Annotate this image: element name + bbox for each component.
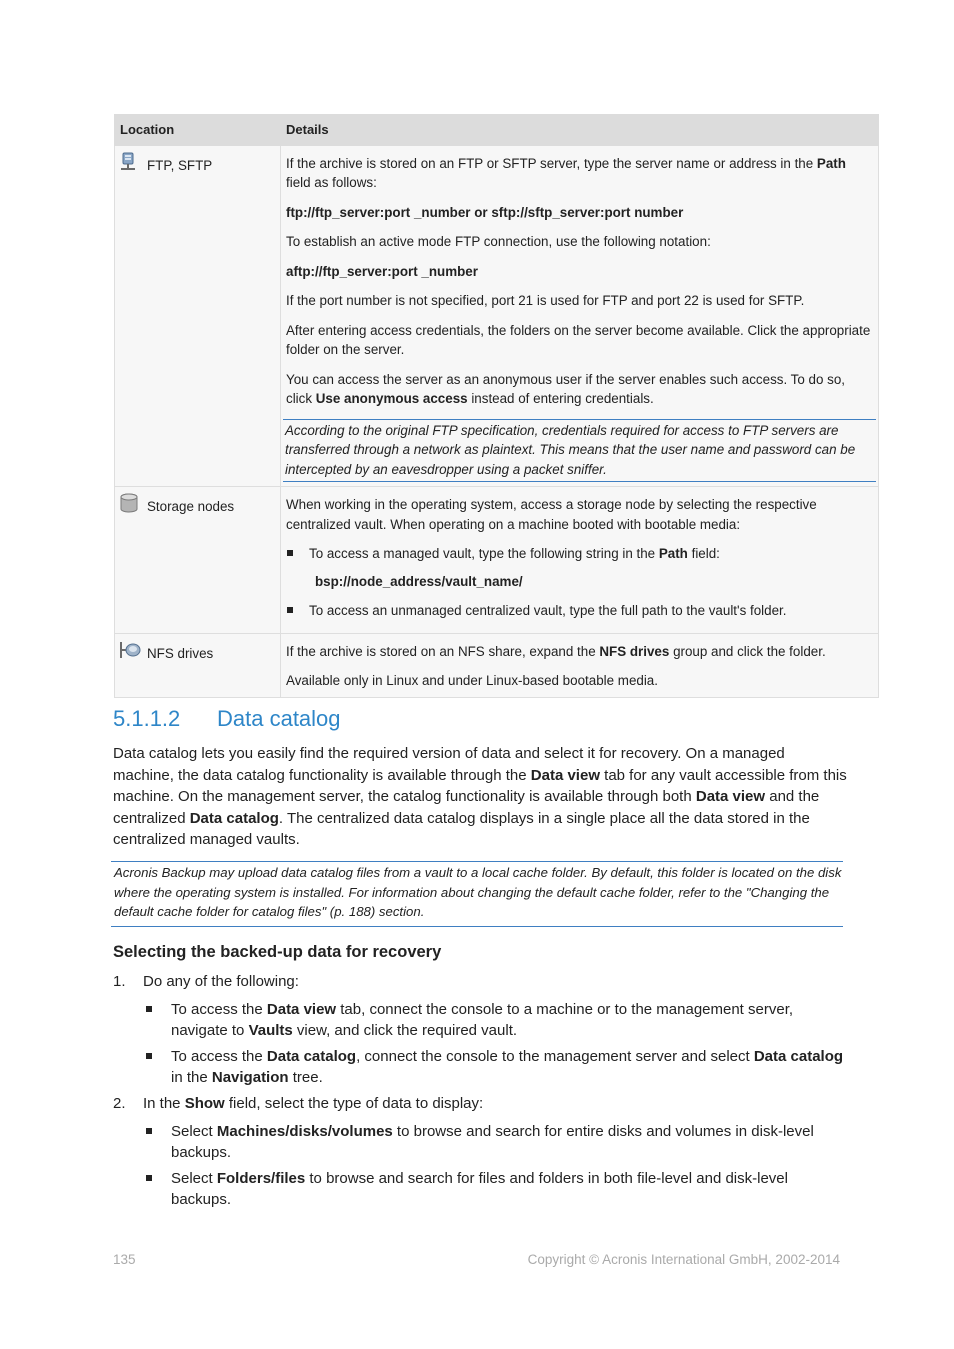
section-title: Data catalog [217, 706, 341, 731]
ui-term: Data view [695, 788, 766, 806]
text: Data catalog lets you easily find the required version of data and select it for recovery. On a managed machine, the data catalog functionality is available through the [113, 745, 785, 784]
table-row [115, 145, 879, 487]
field-name-path: Path [816, 155, 846, 171]
nfs-paragraph-2: Available only in Linux and under Linux-based bootable media. [286, 673, 658, 688]
text: Select [171, 1169, 217, 1187]
text: and the centralized [113, 788, 820, 827]
list-item: To access an unmanaged centralized vault, type the full path to the vault's folder. [286, 601, 873, 621]
list-item [143, 1121, 848, 1164]
table-row [115, 633, 879, 697]
text: tree. [288, 1069, 323, 1087]
section-heading [113, 706, 341, 732]
cache-note: Acronis Backup may upload data catalog files from a vault to a local cache folder. By default, this folder is located on the disk where the operating system is installed. For information about changing the default cache folder, refer to the "Changing the default cache folder for catalog files" (p. 188) section. [111, 861, 843, 927]
location-cell [115, 487, 281, 634]
ftp-note: According to the original FTP specification, credentials required for access to FTP servers are transferred through a network as plaintext. This means that the user name and password can be intercepted by an eavesdropper using a packet sniffer. [283, 419, 876, 483]
text: Select [171, 1122, 217, 1140]
ui-term: Data view [530, 766, 600, 784]
text: You can access the server as an anonymous user if the server enables such access. To do so, click [286, 371, 845, 406]
subheading: Selecting the backed-up data for recovery [113, 943, 442, 961]
field-name-path: Path [658, 546, 688, 561]
text: If the archive is stored on an NFS share, expand the [286, 643, 600, 659]
ui-term: Data view [266, 1000, 337, 1018]
text: to browse and search for files and folders in both file-level and disk-level backups. [171, 1169, 788, 1209]
list-item [113, 1093, 848, 1211]
ui-term: Show [184, 1094, 225, 1112]
details-cell [281, 633, 879, 697]
ftp-paragraph-2: To establish an active mode FTP connection, use the following notation: [286, 234, 711, 249]
intro-paragraph [113, 743, 848, 851]
list-item [143, 1168, 848, 1211]
steps-list [113, 971, 848, 1215]
text: If the archive is stored on an FTP or SFTP server, type the server name or address in the [286, 155, 817, 171]
copyright: Copyright © Acronis International GmbH, 2002-2014 [527, 1252, 840, 1267]
text: To access the [171, 1000, 267, 1018]
step-text: Do any of the following: [143, 973, 299, 990]
storage-bullet-list [286, 601, 873, 621]
text: field as follows: [286, 175, 377, 190]
step-number: 2. [113, 1094, 126, 1112]
nfs-drive-icon [119, 640, 141, 660]
list-item [143, 1046, 848, 1089]
text: To access the [171, 1047, 267, 1065]
option-name: Use anonymous access [315, 391, 468, 406]
storage-bullet-list [286, 544, 873, 564]
text: group and click the folder. [669, 643, 826, 659]
table-row [115, 487, 879, 634]
ui-term: Data catalog [753, 1047, 844, 1065]
location-cell [115, 145, 281, 487]
section-number: 5.1.1.2 [113, 706, 181, 731]
text: In the [143, 1094, 185, 1112]
location-storage-nodes [119, 493, 234, 517]
ftp-paragraph-4: After entering access credentials, the folders on the server become available. Click the appropriate folder on the server. [286, 322, 871, 357]
storage-paragraph-1: When working in the operating system, access a storage node by selecting the respective centralized vault. When operating on a machine booted with bootable media: [286, 497, 817, 532]
location-label: NFS drives [147, 645, 214, 661]
ui-term: Vaults [248, 1022, 293, 1040]
ftp-code-1: ftp://ftp_server:port _number or sftp://sftp_server:port number [286, 204, 684, 220]
text: tab, connect the console to a machine or to the management server, navigate to [171, 1000, 794, 1040]
ui-term: Navigation [211, 1069, 289, 1087]
header-location: Location [115, 115, 281, 146]
table-header-row [115, 115, 879, 146]
details-cell [281, 487, 879, 634]
text: , connect the console to the management server and select [356, 1047, 754, 1065]
location-cell [115, 633, 281, 697]
text: tab for any vault accessible from this machine. On the management server, the catalog functionality is available through both [113, 766, 847, 806]
details-cell [281, 145, 879, 487]
location-label: FTP, SFTP [147, 157, 213, 173]
location-ftp [119, 152, 212, 176]
text: To access a managed vault, type the following string in the [309, 546, 659, 561]
location-table [114, 114, 879, 698]
ui-term: Data catalog [189, 809, 279, 827]
location-label: Storage nodes [147, 499, 235, 514]
page-number: 135 [113, 1252, 136, 1267]
step-bullets [143, 999, 848, 1089]
text: view, and click the required vault. [292, 1022, 518, 1040]
list-item [286, 544, 873, 564]
list-item [143, 999, 848, 1042]
ftp-server-icon [119, 152, 141, 172]
storage-node-icon [119, 493, 141, 513]
text: to browse and search for entire disks and volumes in disk-level backups. [171, 1122, 814, 1162]
group-name: NFS drives [599, 643, 670, 659]
ui-term: Data catalog [266, 1047, 357, 1065]
text: . The centralized data catalog displays in a single place all the data stored in the centralized managed vaults. [113, 809, 810, 849]
ui-term: Folders/files [216, 1169, 306, 1187]
step-number: 1. [113, 973, 126, 990]
text: instead of entering credentials. [467, 391, 654, 406]
ftp-paragraph-3: If the port number is not specified, port 21 is used for FTP and port 22 is used for SFTP. [286, 293, 805, 308]
text: in the [171, 1069, 212, 1087]
text: field: [687, 546, 720, 561]
text: field, select the type of data to display: [224, 1094, 484, 1112]
list-item [113, 971, 848, 1089]
ftp-paragraph-1 [286, 154, 873, 193]
ui-term: Machines/disks/volumes [216, 1122, 393, 1140]
storage-code: bsp://node_address/vault_name/ [315, 573, 523, 589]
location-nfs-drives [119, 640, 213, 664]
step-bullets [143, 1121, 848, 1211]
nfs-paragraph-1 [286, 642, 873, 662]
ftp-paragraph-5 [286, 370, 873, 409]
ftp-code-2: aftp://ftp_server:port _number [286, 263, 478, 279]
header-details: Details [281, 115, 879, 146]
